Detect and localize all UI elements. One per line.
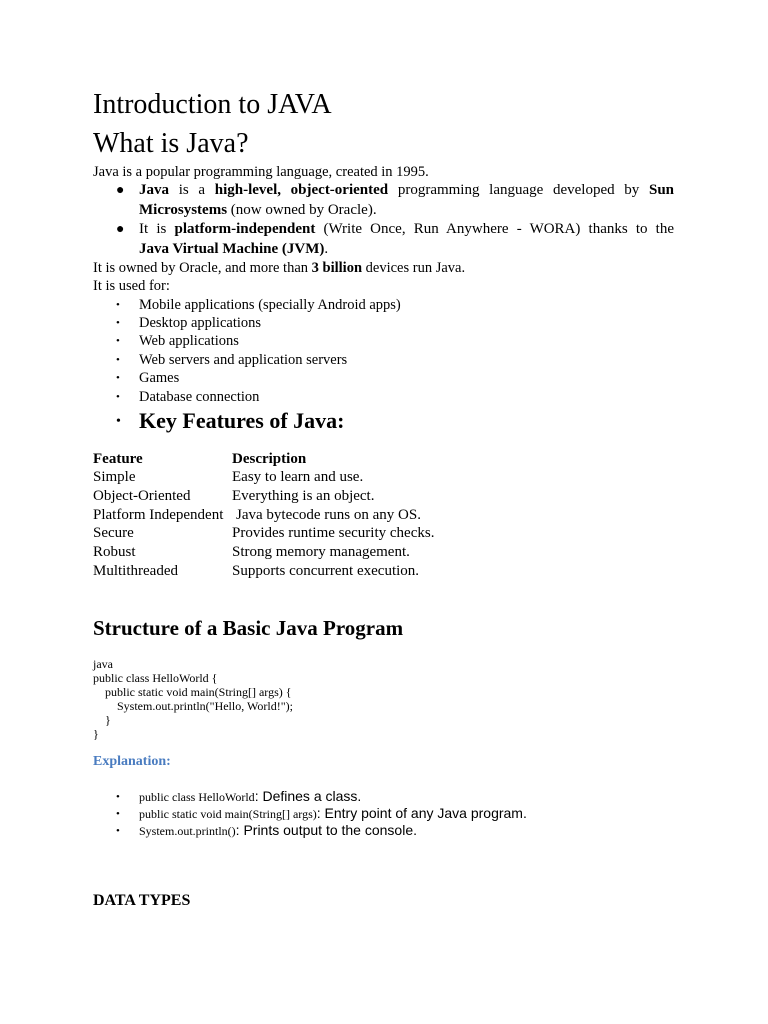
code-line: } [93,727,99,741]
explanation-code: public static void main(String[] args) [139,807,317,821]
data-types-heading: DATA TYPES [93,892,191,909]
table-cell: Multithreaded [93,563,178,579]
explanation-item [139,788,361,806]
owned-c: devices run Java. [362,260,466,276]
key-features-heading: Key Features of Java: [139,408,345,433]
code-line: public class HelloWorld { [93,671,218,685]
bullet-icon: • [116,808,120,820]
owned-b: 3 billion [311,260,363,276]
bullet-java-w4: programming language developed by [397,182,640,198]
code-line: System.out.println("Hello, World!"); [93,699,293,713]
code-line: public static void main(String[] args) { [93,685,292,699]
bullet-platform-line2 [139,240,328,259]
bullet-icon: • [116,372,120,384]
explanation-item [139,822,417,840]
structure-heading: Structure of a Basic Java Program [93,616,404,640]
explanation-desc: : Defines a class. [254,788,362,804]
owned-text [93,259,465,278]
table-cell: Easy to learn and use. [232,469,364,485]
bullet-java-line1 [139,181,674,200]
bullet-java-line2 [139,201,377,220]
list-item: Desktop applications [139,315,262,331]
bullet-platform-w1: It is [139,221,167,237]
bullet-icon: • [116,317,120,329]
bullet-icon: • [116,825,120,837]
list-item: Games [139,370,180,386]
document-subtitle: What is Java? [93,128,249,159]
owned-a: It is owned by Oracle, and more than [93,260,312,276]
bullet-icon: • [116,299,120,311]
list-item: Web servers and application servers [139,352,348,368]
explanation-code: public class HelloWorld [139,790,255,804]
intro-text: Java is a popular programming language, created in 1995. [93,164,429,180]
bullet-java-line2-bold: Microsystems [139,202,228,218]
list-item: Database connection [139,389,260,405]
table-cell: Strong memory management. [232,544,410,560]
bullet-icon: • [116,791,120,803]
table-cell: Supports concurrent execution. [232,563,420,579]
bullet-icon: • [116,335,120,347]
used-for-label: It is used for: [93,278,170,294]
explanation-code: System.out.println() [139,824,236,838]
bullet-icon: ● [116,183,125,198]
bullet-platform-line1 [139,220,674,239]
table-cell: Platform Independent [93,507,224,523]
table-cell: Provides runtime security checks. [232,525,435,541]
table-cell: Everything is an object. [232,488,375,504]
table-cell: Object-Oriented [93,488,191,504]
explanation-desc: : Prints output to the console. [235,822,418,838]
table-cell: Simple [93,469,136,485]
table-header-description: Description [232,451,307,467]
bullet-platform-line2-bold: Java Virtual Machine (JVM) [139,241,325,257]
bullet-icon: ● [116,222,125,237]
table-header-feature: Feature [93,451,143,467]
explanation-item [139,805,527,823]
bullet-java-w1: Java [139,182,169,198]
table-cell: Secure [93,525,134,541]
table-cell: Robust [93,544,136,560]
table-cell: Java bytecode runs on any OS. [236,507,421,523]
code-line: java [93,657,113,671]
bullet-icon: • [116,391,120,403]
bullet-platform-line2-rest: . [324,241,329,257]
explanation-label: Explanation: [93,754,171,769]
bullet-platform-w2: platform-independent [174,221,316,237]
list-item: Mobile applications (specially Android apps) [139,297,401,313]
bullet-platform-w3: (Write Once, Run Anywhere - WORA) thanks to the [323,221,675,237]
bullet-java-w5: Sun [649,182,675,198]
bullet-java-line2-rest: (now owned by Oracle). [227,202,377,218]
bullet-icon: • [116,414,121,429]
code-line: } [93,713,111,727]
bullet-icon: • [116,354,120,366]
list-item: Web applications [139,333,239,349]
bullet-java-w2: is a [178,182,206,198]
bullet-java-w3: high-level, object-oriented [214,182,389,198]
explanation-desc: : Entry point of any Java program. [316,805,527,821]
document-title: Introduction to JAVA [93,89,332,120]
